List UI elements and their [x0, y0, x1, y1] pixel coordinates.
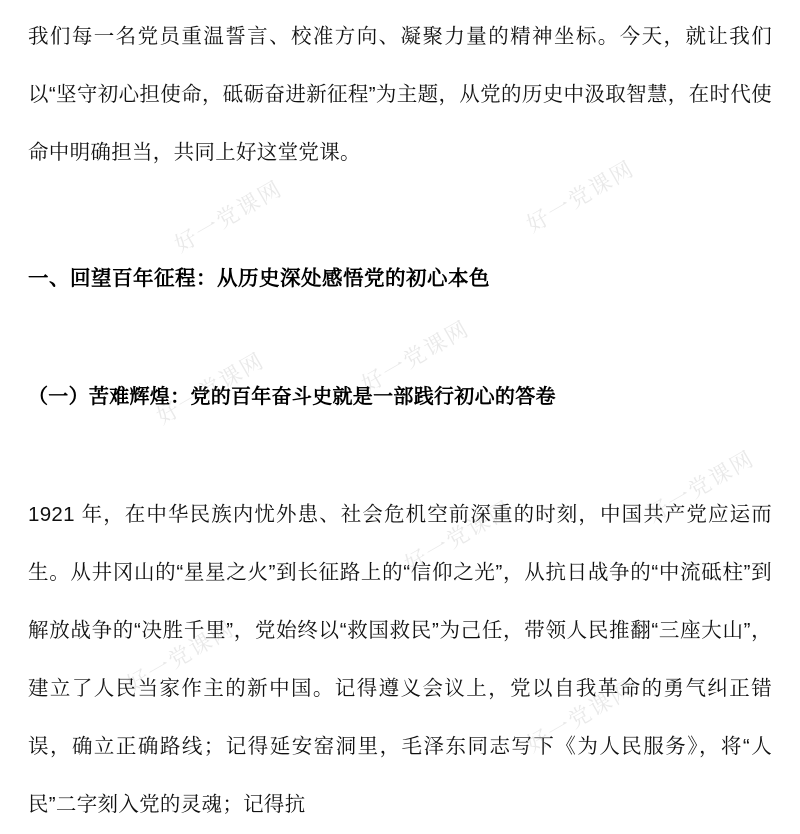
watermark-text: 好一党课网 [522, 155, 639, 238]
watermark-text: 好一党课网 [152, 347, 269, 430]
section-heading-level2: （一）苦难辉煌：党的百年奋斗史就是一部践行初心的答卷 [28, 386, 556, 408]
intro-paragraph: 我们每一名党员重温誓言、校准方向、凝聚力量的精神坐标。今天，就让我们以“坚守初心担使命，砥砺奋进新征程”为主题，从党的历史中汲取智慧，在时代使命中明确担当，共同上好这堂党课。 [28, 25, 772, 164]
watermark-text: 好一党课网 [122, 615, 239, 698]
body-paragraph: 1921 年，在中华民族内忧外患、社会危机空前深重的时刻，中国共产党应运而生。从井冈山的“星星之火”到长征路上的“信仰之光”，从抗日战争的“中流砥柱”到解放战争的“决胜千里”，党始终以“救国救民”为己任，带领人民推翻“三座大山”，建立了人民当家作主的新中国。记得遵义会议上，党以自我革命的勇气纠正错误，确立正确路线；记得延安窑洞里，毛泽东同志写下《为人民服务》，将“人民”二字刻入党的灵魂；记得抗 [28, 503, 772, 816]
watermark-text: 好一党课网 [400, 495, 517, 578]
heading-spacer [28, 308, 772, 368]
section-heading-level1: 一、回望百年征程：从历史深处感悟党的初心本色 [28, 267, 490, 290]
watermark-text: 好一党课网 [170, 175, 287, 258]
watermark-text: 好一党课网 [522, 675, 639, 758]
watermark-text: 好一党课网 [642, 445, 759, 528]
paragraph-spacer [28, 182, 772, 250]
subheading-spacer [28, 426, 772, 486]
watermark-text: 好一党课网 [357, 315, 474, 398]
